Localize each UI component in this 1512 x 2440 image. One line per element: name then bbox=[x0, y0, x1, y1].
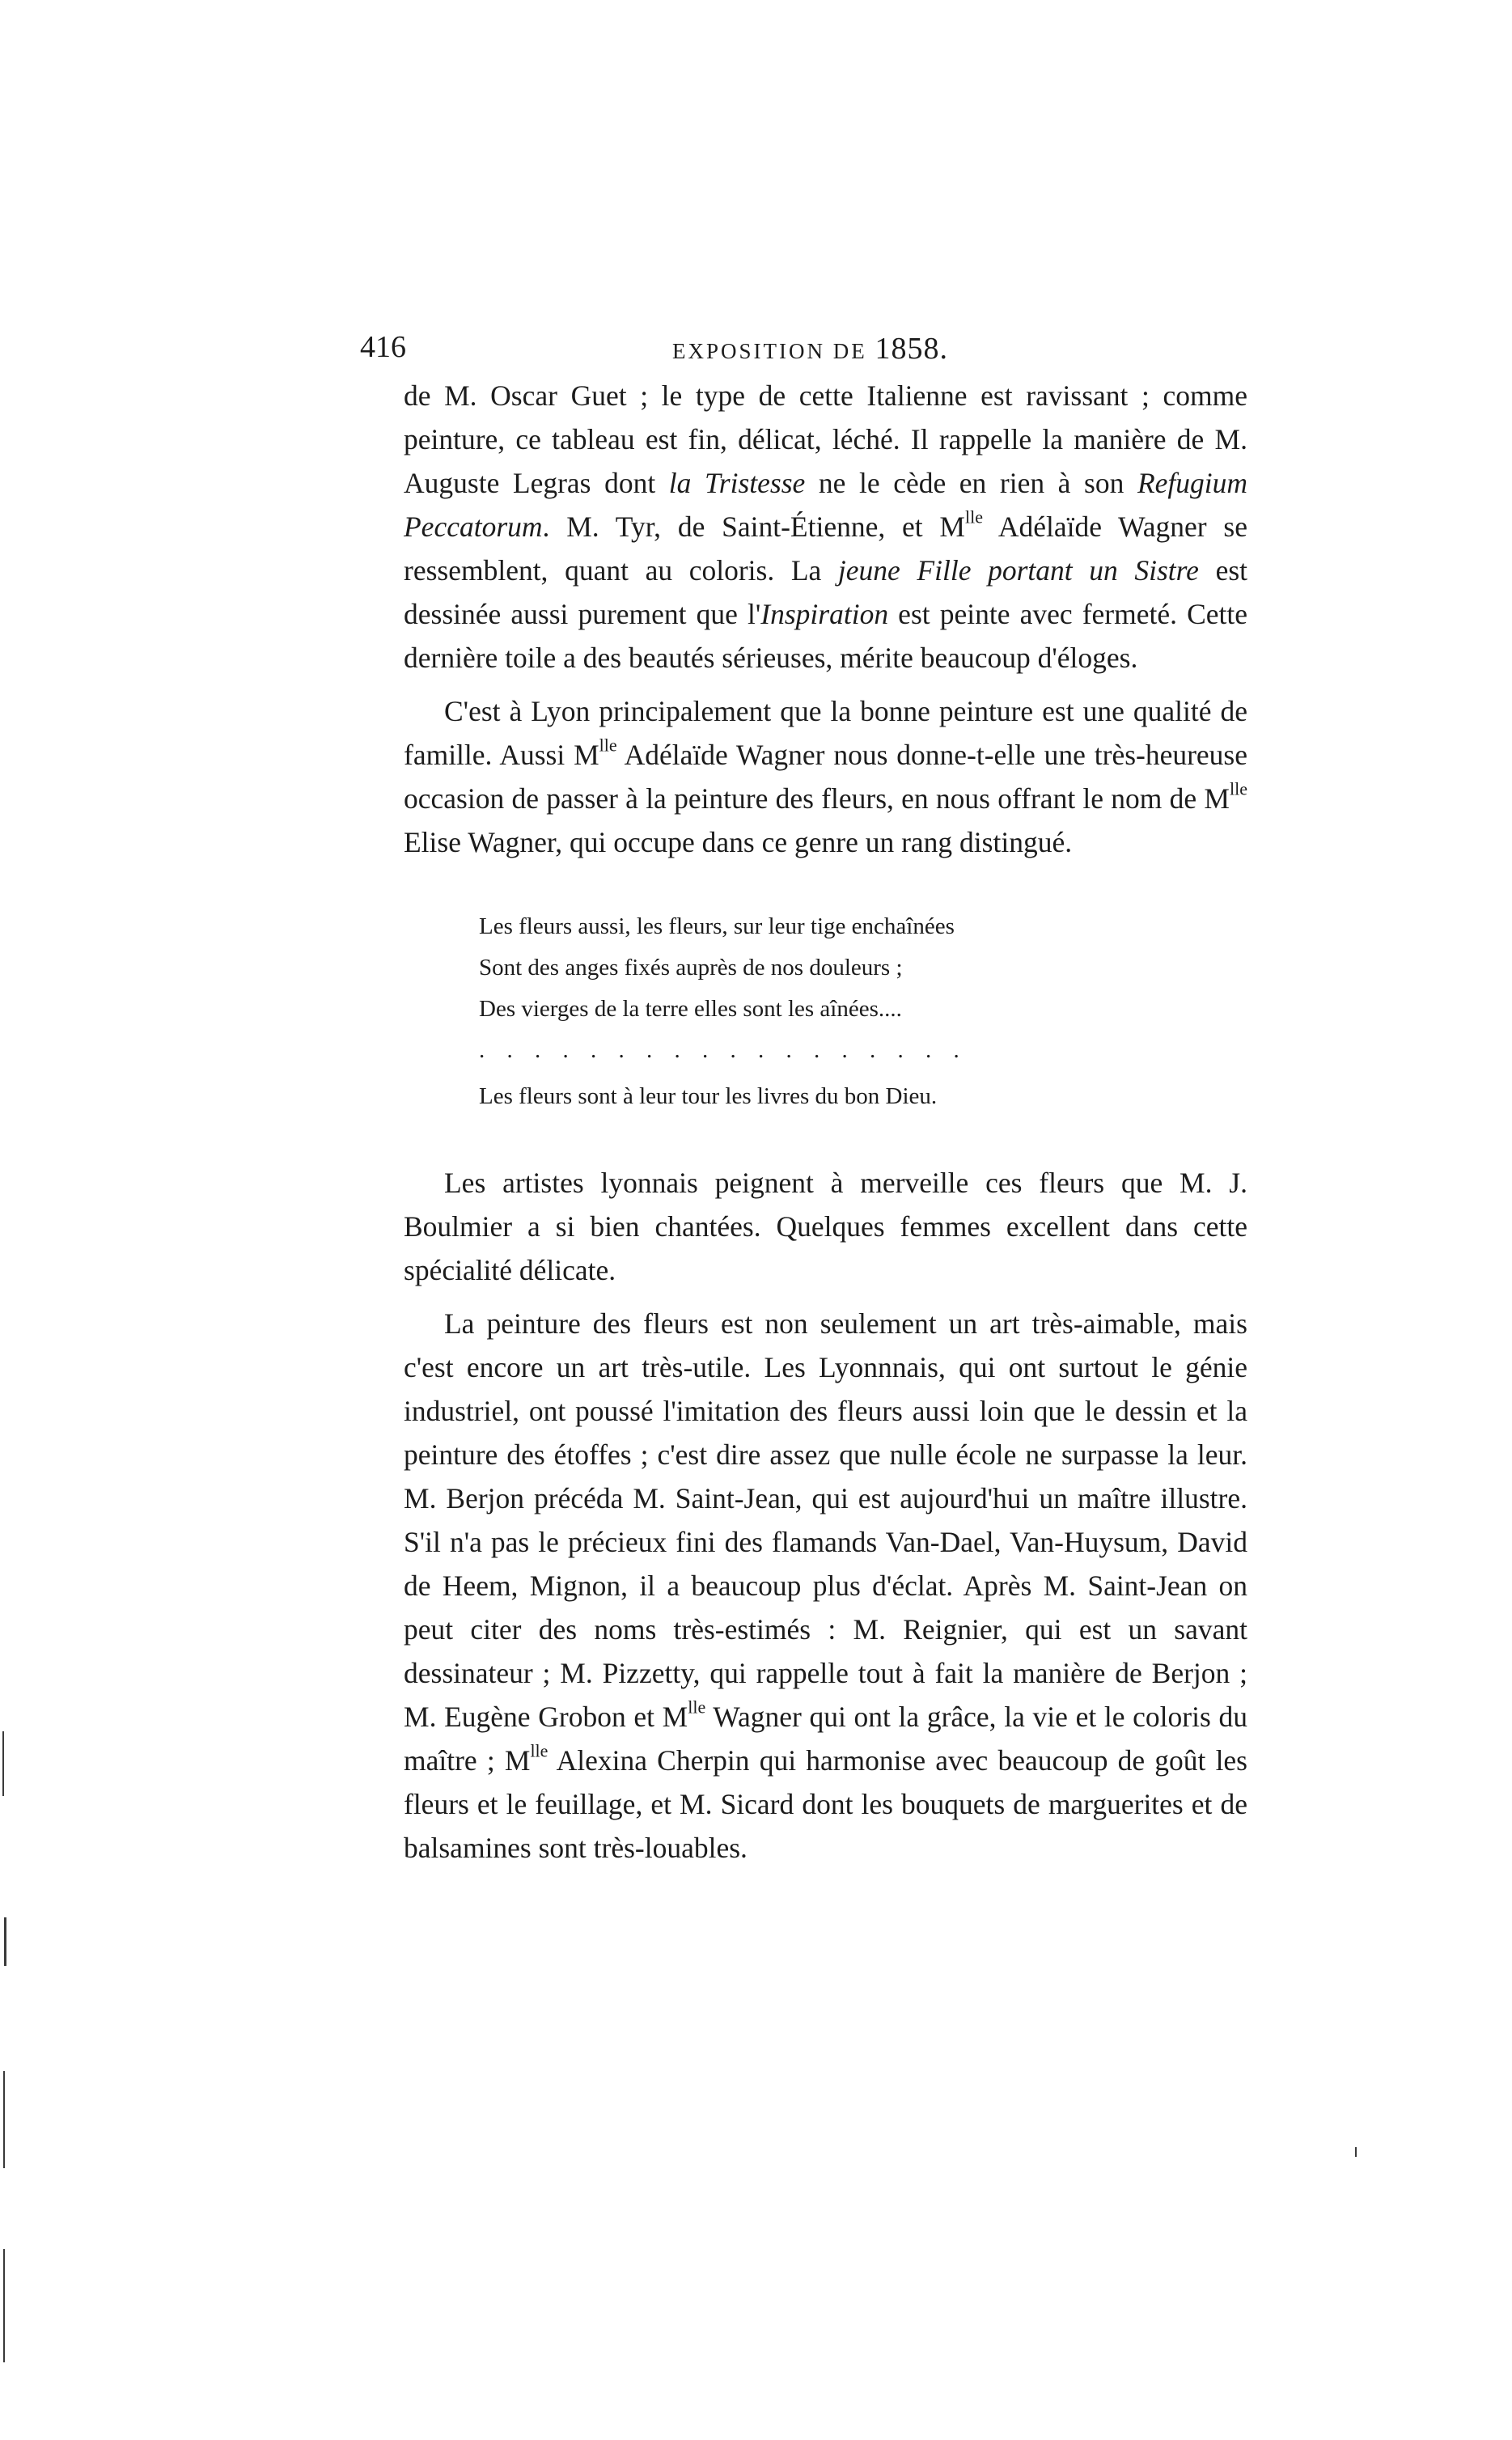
poem-line-1: Les fleurs aussi, les fleurs, sur leur tige enchaînées bbox=[479, 913, 955, 939]
poem-quote bbox=[479, 906, 1094, 1117]
poem-ellipsis-dots: . . . . . . . . . . . . . . . . . . bbox=[479, 1037, 968, 1063]
p1-text-3: . M. Tyr, de Saint-Étienne, et M bbox=[542, 510, 965, 543]
p1-text-2: ne le cède en rien à son bbox=[805, 467, 1137, 499]
p2-superscript-2: lle bbox=[1230, 778, 1247, 799]
p1-text-6: est peinte avec fermeté. Cette dernière toile a des beautés sérieuses, mérite beaucoup d'éloges. bbox=[404, 598, 1247, 674]
p1-title-tristesse: la Tristesse bbox=[668, 467, 806, 499]
binding-edge-mark bbox=[4, 1917, 6, 1966]
paragraph-1 bbox=[404, 374, 1247, 680]
p2-text-3: Elise Wagner, qui occupe dans ce genre un rang distingué. bbox=[404, 826, 1073, 858]
page-number: 416 bbox=[360, 330, 406, 364]
binding-edge-mark bbox=[3, 2249, 5, 2362]
binding-edge-mark bbox=[2, 1731, 4, 1796]
binding-edge-mark bbox=[3, 2071, 5, 2168]
poem-line-3: Des vierges de la terre elles sont les aînées.... bbox=[479, 996, 902, 1022]
body-text bbox=[404, 374, 1247, 1870]
p4-text-2: Wagner qui ont la grâce, la vie et le coloris du maître ; M bbox=[404, 1701, 1247, 1777]
paragraph-3: Les artistes lyonnais peignent à merveille ces fleurs que M. J. Boulmier a si bien chantées. Quelques femmes excellent dans cette spécialité délicate. bbox=[404, 1167, 1247, 1286]
p1-title-jeune-fille: jeune Fille portant un Sistre bbox=[837, 554, 1199, 587]
p1-superscript: lle bbox=[965, 506, 983, 527]
p4-text-3: Alexina Cherpin qui harmonise avec beaucoup de goût les fleurs et le feuillage, et M. Sicard dont les bouquets de marguerites et de balsamines sont très-louables. bbox=[404, 1744, 1248, 1864]
p1-text-5: est dessinée aussi purement que l' bbox=[404, 554, 1248, 630]
p4-text-1: La peinture des fleurs est non seulement un art très-aimable, mais c'est encore un art très-utile. Les Lyonnnais, qui ont surtout le génie industriel, ont poussé l'imitation des fleurs aussi loin que le dessin et la peinture des étoffes ; c'est dire assez que nulle école ne surpasse la leur. M. Berjon précéda M. Saint-Jean, qui est aujourd'hui un maître illustre. S'il n'a pas le précieux fini des flamands Van-Dael, Van-Huysum, David de Heem, Mignon, il a beaucoup plus d'éclat. Après M. Saint-Jean on peut citer des noms très-estimés : M. Reignier, qui est un savant dessinateur ; M. Pizzetty, qui rappelle tout à fait la manière de Berjon ; M. Eugène Grobon et M bbox=[404, 1307, 1247, 1733]
poem-line-2: Sont des anges fixés auprès de nos douleurs ; bbox=[479, 955, 903, 981]
p4-superscript-1: lle bbox=[688, 1697, 706, 1718]
running-head-year: 1858. bbox=[875, 332, 948, 366]
p1-text-1: de M. Oscar Guet ; le type de cette Italienne est ravissant ; comme peinture, ce tableau est fin, délicat, léché. Il rappelle la manière de M. Auguste Legras dont bbox=[404, 379, 1247, 499]
p4-superscript-2: lle bbox=[530, 1740, 548, 1761]
scan-speck bbox=[1355, 2147, 1357, 2157]
running-head-text: EXPOSITION DE bbox=[672, 339, 867, 363]
poem-line-4: Les fleurs sont à leur tour les livres du bon Dieu. bbox=[479, 1083, 938, 1109]
paragraph-4 bbox=[404, 1302, 1247, 1870]
p2-text-1: C'est à Lyon principalement que la bonne peinture est une qualité de famille. Aussi M bbox=[404, 695, 1247, 771]
p1-title-refugium: Refugium Peccatorum bbox=[404, 467, 1247, 543]
paragraph-2 bbox=[404, 689, 1247, 864]
running-head bbox=[672, 328, 948, 371]
p1-title-inspiration: Inspiration bbox=[760, 598, 889, 630]
p1-text-4: Adélaïde Wagner se ressemblent, quant au coloris. La bbox=[404, 510, 1247, 587]
p2-superscript-1: lle bbox=[599, 735, 617, 756]
p2-text-2: Adélaïde Wagner nous donne-t-elle une très-heureuse occasion de passer à la peinture des fleurs, en nous offrant le nom de M bbox=[404, 739, 1247, 815]
